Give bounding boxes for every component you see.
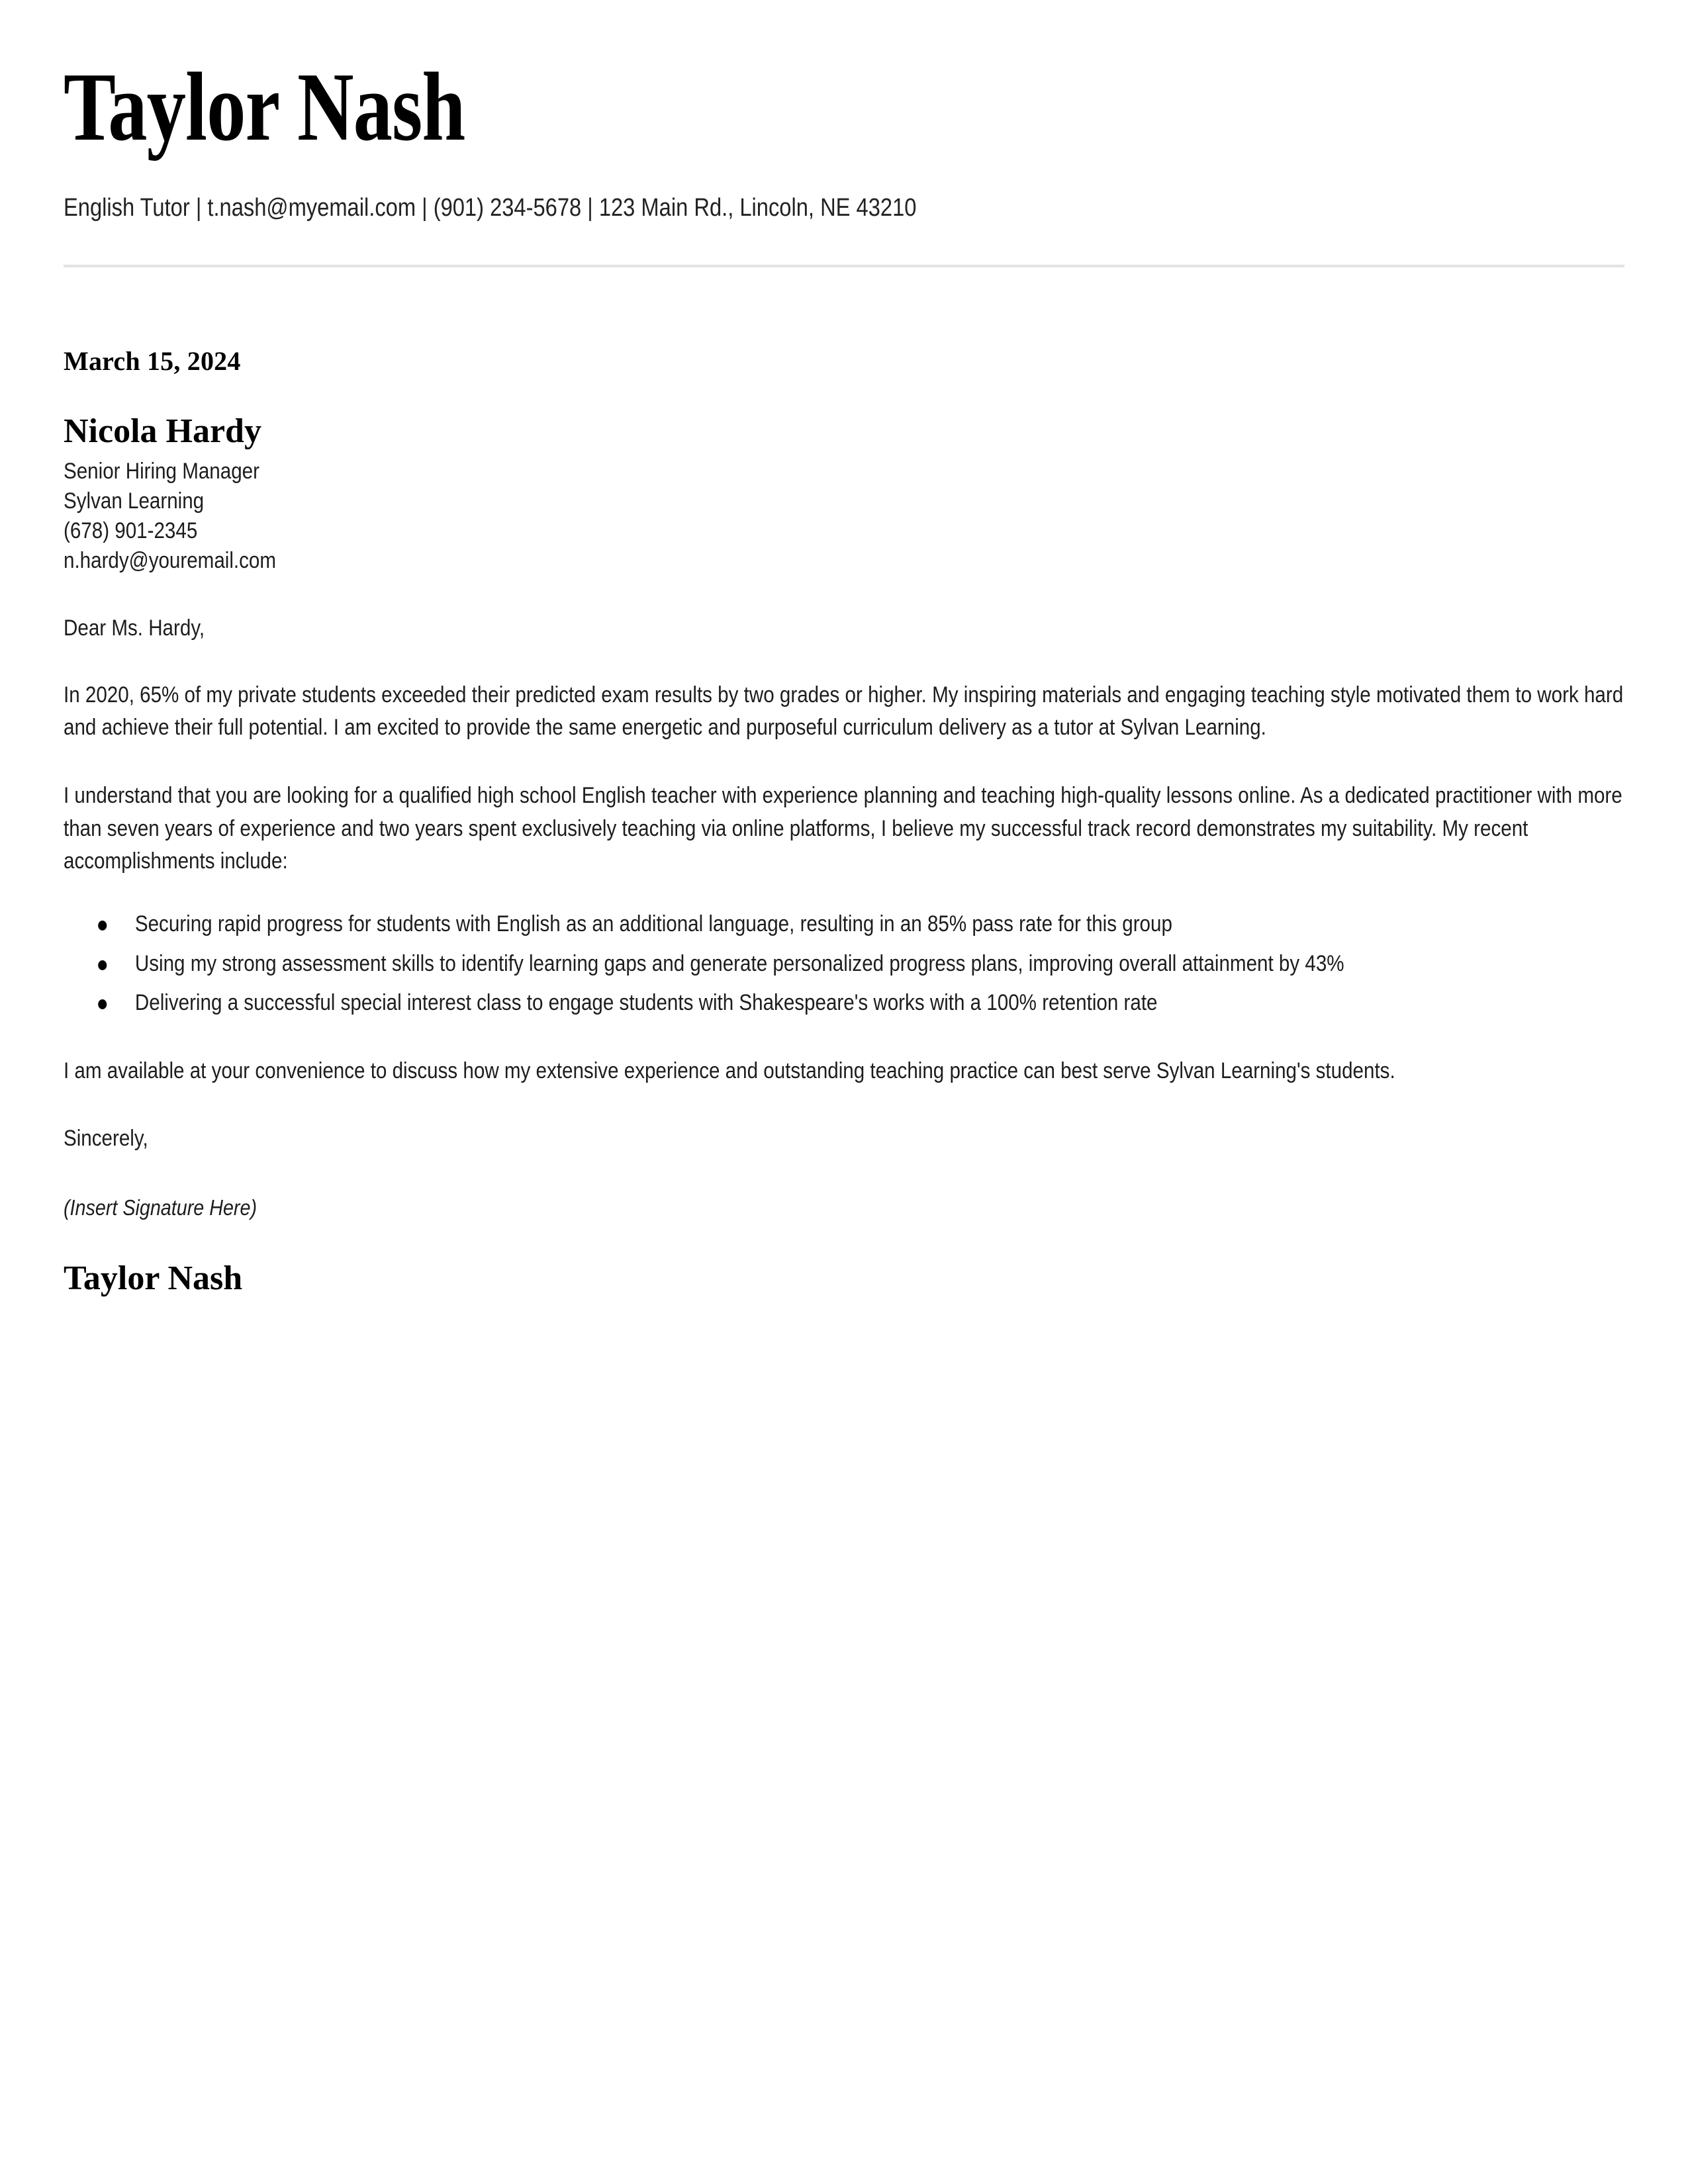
salutation: Dear Ms. Hardy,: [64, 615, 205, 641]
recipient-name: Nicola Hardy: [64, 412, 261, 450]
header-divider: [64, 265, 1624, 267]
closing-paragraph: I am available at your convenience to discuss how my extensive experience and outstanding teaching practice can best serve Sylvan Learning's students.: [64, 1058, 1395, 1084]
list-item: [64, 908, 1625, 940]
accomplishments-list: [64, 908, 1625, 1019]
sign-off: Sincerely,: [64, 1125, 148, 1151]
contact-info-line: English Tutor | t.nash@myemail.com | (901) 234-5678 | 123 Main Rd., Lincoln, NE 43210: [64, 194, 917, 222]
letter-date: March 15, 2024: [64, 345, 241, 376]
recipient-email: n.hardy@youremail.com: [64, 548, 277, 574]
letter-body: [0, 345, 1688, 1297]
list-item-label: Delivering a successful special interest class to engage students with Shakespeare's works with a 100% retention rate: [134, 989, 1158, 1015]
recipient-company: Sylvan Learning: [64, 488, 205, 514]
list-item-label: Using my strong assessment skills to identify learning gaps and generate personalized progress plans, improving overall attainment by 43%: [134, 950, 1344, 976]
page-title: Taylor Nash: [64, 53, 465, 161]
list-item: [64, 987, 1625, 1019]
body-paragraph-2: I understand that you are looking for a qualified high school English teacher with experience planning and teaching high-quality lessons online. As a dedicated practitioner with more than seven years of experience and two years spent exclusively teaching via online platforms, I believe my successful track record demonstrates my suitability. My recent accomplishments include:: [64, 783, 1622, 874]
signature-placeholder: (Insert Signature Here): [64, 1195, 258, 1220]
recipient-title: Senior Hiring Manager: [64, 458, 259, 484]
bullet-dot-icon: [98, 999, 107, 1009]
signature-name: Taylor Nash: [64, 1259, 243, 1297]
list-item: [64, 948, 1625, 980]
recipient-block: [64, 412, 1624, 576]
bullet-dot-icon: [98, 960, 107, 970]
body-paragraph-1: In 2020, 65% of my private students exceeded their predicted exam results by two grades or higher. My inspiring materials and engaging teaching style motivated them to work hard and achieve their full potential. I am excited to provide the same energetic and purposeful curriculum delivery as a tutor at Sylvan Learning.: [64, 682, 1624, 741]
list-item-label: Securing rapid progress for students with English as an additional language, resulting in an 85% pass rate for this group: [134, 911, 1172, 937]
letterhead: [0, 0, 1688, 267]
recipient-phone: (678) 901-2345: [64, 518, 198, 544]
bullet-dot-icon: [98, 921, 107, 931]
